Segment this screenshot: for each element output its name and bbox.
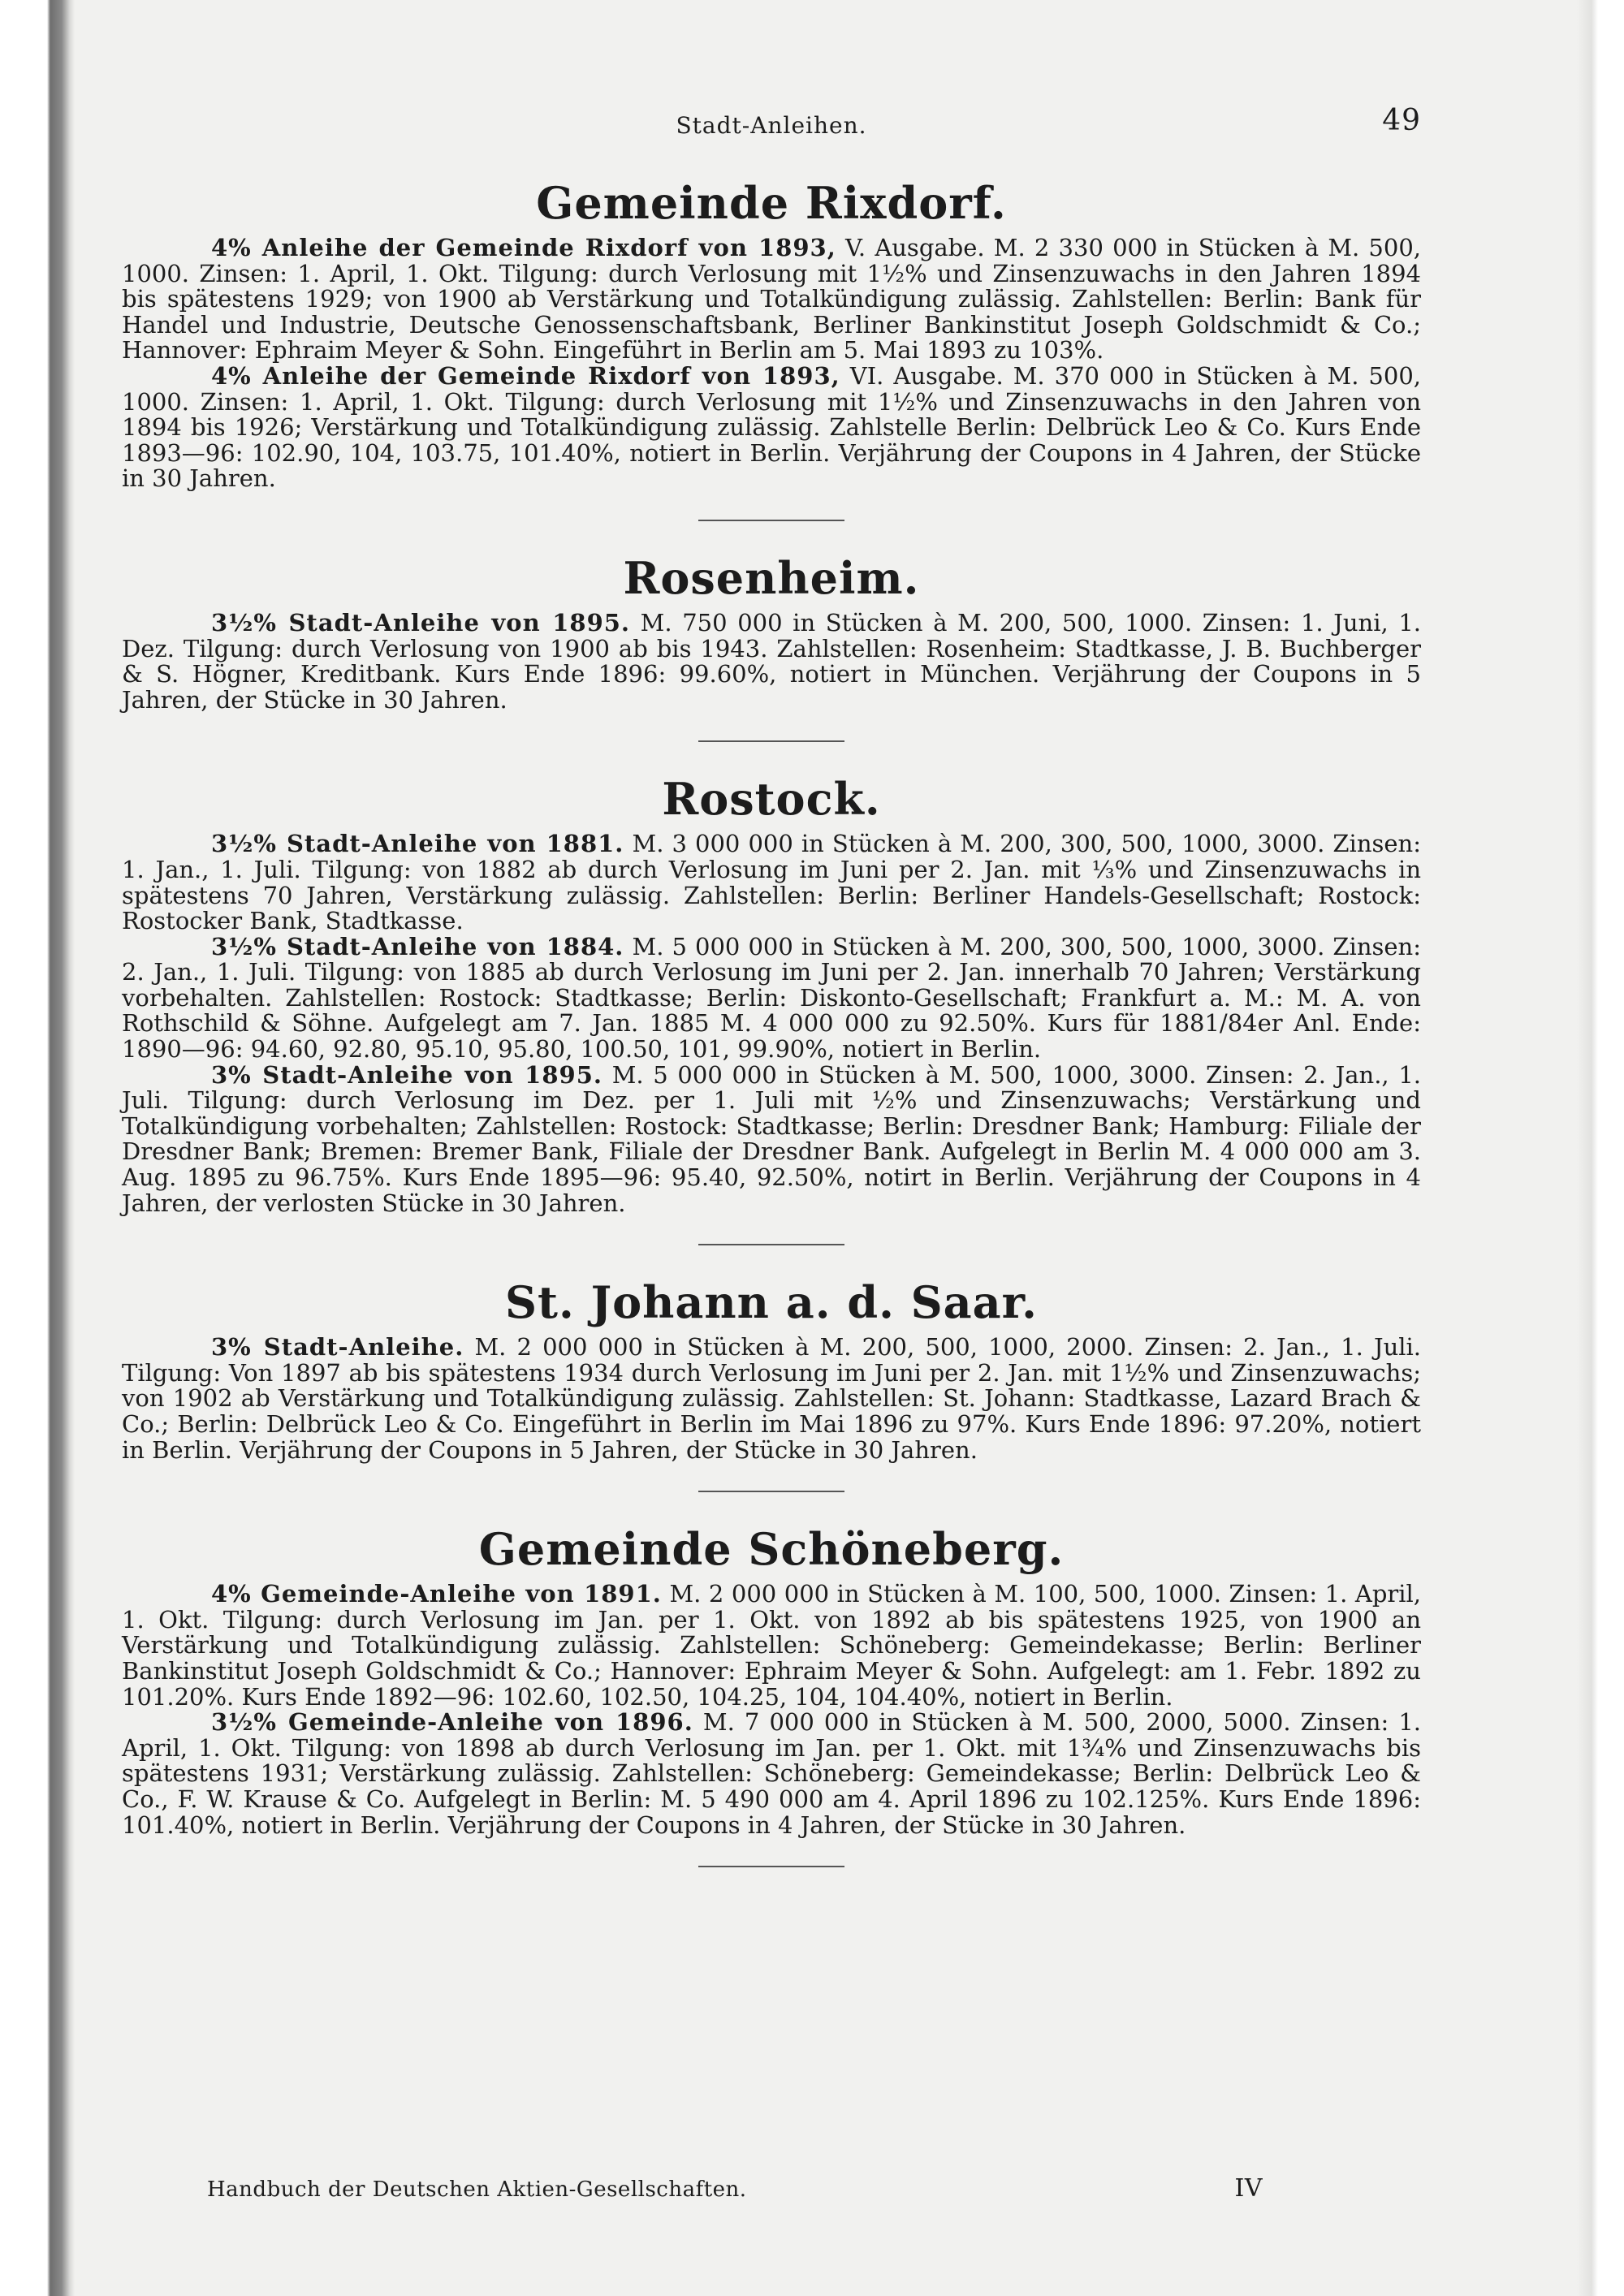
bond-entry [122, 1335, 1421, 1463]
section-divider [698, 1491, 844, 1492]
bond-entry [122, 1060, 1422, 1217]
bond-entry [122, 831, 1421, 934]
bond-title: 4% Anleihe der Gemeinde Rixdorf von 1893, [211, 361, 840, 390]
bond-title: 3½% Stadt-Anleihe von 1895. [211, 608, 631, 637]
bond-text: M. 3 000 000 in Stücken à M. 200, 300, 500, 1000, 3000. Zinsen: 1. Jan., 1. Juli. Tilgung: von 1882 ab durch Verlosung im Juni per 2. Jan. mit ⅓% und Zinsenzuwachs in spätestens 70 Jahren, Verstärkung zulässig. Zahlstellen: Berlin: Berliner Handels-Gesellschaft; Rostock: Rostocker Bank, Stadtkasse. [122, 830, 1422, 935]
bond-text: V. Ausgabe. M. 2 330 000 in Stücken à M. 500, 1000. Zinsen: 1. April, 1. Okt. Tilgung: durch Verlosung mit 1½% und Zinsenzuwachs in den Jahren 1894 bis spätestens 1929; von 1900 ab Verstärkung und Totalkündigung zulässig. Zahlstellen: Berlin: Bank für Handel und Industrie, Deutsche Genossenschaftsbank, Berliner Bankinstitut Joseph Goldschmidt & Co.; Hannover: Ephraim Meyer & Sohn. Eingeführt in Berlin am 5. Mai 1893 zu 103%. [122, 234, 1422, 365]
bond-title: 4% Anleihe der Gemeinde Rixdorf von 1893, [211, 234, 836, 261]
bond-entry [122, 1582, 1421, 1710]
section-heading: Rosenheim. [623, 551, 920, 604]
bond-text: M. 7 000 000 in Stücken à M. 500, 2000, 5000. Zinsen: 1. April, 1. Okt. Tilgung: von 1898 ab durch Verlosung im Jan. per 1. Okt. mit 1¾% und Zinsenzuwachs bis spätestens 1931; Verstärkung zulässig. Zahlstellen: Schöneberg: Gemeindekasse; Berlin: Delbrück Leo & Co., F. W. Krause & Co. Aufgelegt in Berlin: M. 5 490 000 am 4. April 1896 zu 102.125%. Kurs Ende 1896: 101.40%, notiert in Berlin. Verjährung der Coupons in 4 Jahren, der Stücke in 30 Jahren. [122, 1708, 1422, 1839]
bond-title: 3% Stadt-Anleihe von 1895. [211, 1060, 603, 1089]
section-schoeneberg [122, 1523, 1422, 1867]
bond-text: M. 750 000 in Stücken à M. 200, 500, 1000. Zinsen: 1. Juni, 1. Dez. Tilgung: durch Verlosung von 1900 ab bis 1943. Zahlstellen: Rosenheim: Stadtkasse, J. B. Buchberger & S. Högner, Kreditbank. Kurs Ende 1896: 99.60%, notiert in München. Verjährung der Coupons in 5 Jahren, der Stücke in 30 Jahren. [122, 608, 1422, 714]
bond-text: M. 2 000 000 in Stücken à M. 100, 500, 1000. Zinsen: 1. April, 1. Okt. Tilgung: durch Verlosung im Jan. per 1. Okt. von 1892 ab bis spätestens 1925, von 1900 an Verstärkung und Totalkündigung zulässig. Zahlstellen: Schöneberg: Gemeindekasse; Berlin: Berliner Bankinstitut Joseph Goldschmidt & Co.; Hannover: Ephraim Meyer & Sohn. Aufgelegt: am 1. Febr. 1892 zu 101.20%. Kurs Ende 1892—96: 102.60, 102.50, 104.25, 104, 104.40%, notiert in Berlin. [122, 1580, 1422, 1711]
section-heading: Gemeinde Rixdorf. [536, 177, 1007, 229]
section-divider [698, 740, 844, 742]
bond-title: 3½% Gemeinde-Anleihe von 1896. [211, 1708, 693, 1737]
page-body [122, 104, 1421, 1867]
bond-text: VI. Ausgabe. M. 370 000 in Stücken à M. 500, 1000. Zinsen: 1. April, 1. Okt. Tilgung: durch Verlosung mit 1½% und Zinsenzuwachs in den Jahren von 1894 bis 1926; Verstärkung und Totalkündigung zulässig. Zahlstelle Berlin: Delbrück Leo & Co. Kurs Ende 1893—96: 102.90, 104, 103.75, 101.40%, notiert in Berlin. Verjährung der Coupons in 4 Jahren, der Stücke in 30 Jahren. [122, 361, 1421, 493]
running-head [122, 104, 1421, 146]
bond-title: 3½% Stadt-Anleihe von 1884. [211, 932, 624, 960]
section-heading: Rostock. [662, 773, 881, 826]
bond-text: M. 5 000 000 in Stücken à M. 500, 1000, 3000. Zinsen: 2. Jan., 1. Juli. Tilgung: durch Verlosung im Dez. per 1. Juli mit ½% und Zinsenzuwachs; Verstärkung und Totalkündigung vorbehalten; Zahlstellen: Rostock: Stadtkasse; Berlin: Dresdner Bank; Hamburg: Filiale der Dresdner Bank; Bremen: Bremer Bank, Filiale der Dresdner Bank. Aufgelegt in Berlin M. 4 000 000 am 3. Aug. 1895 zu 96.75%. Kurs Ende 1895—96: 95.40, 92.50%, notirt in Berlin. Verjährung der Coupons in 4 Jahren, der verlosten Stücke in 30 Jahren. [122, 1060, 1422, 1217]
bond-title: 3% Stadt-Anleihe. [211, 1333, 464, 1362]
bond-title: 3½% Stadt-Anleihe von 1881. [211, 830, 624, 858]
section-rixdorf [122, 177, 1422, 521]
binding-edge-left [0, 0, 75, 2296]
bond-title: 4% Gemeinde-Anleihe von 1891. [211, 1580, 662, 1608]
footer-text: Handbuch der Deutschen Aktien-Gesellschaften. [207, 2177, 747, 2202]
bond-text: M. 5 000 000 in Stücken à M. 200, 300, 500, 1000, 3000. Zinsen: 2. Jan., 1. Juli. Tilgung: von 1885 ab durch Verlosung im Juni per 2. Jan. innerhalb 70 Jahren; Verstärkung vorbehalten. Zahlstellen: Rostock: Stadtkasse; Berlin: Diskonto-Gesellschaft; Frankfurt a. M.: M. A. von Rothschild & Söhne. Aufgelegt am 7. Jan. 1885 M. 4 000 000 zu 92.50%. Kurs für 1881/84er Anl. Ende: 1890—96: 94.60, 92.80, 95.10, 95.80, 100.50, 101, 99.90%, notiert in Berlin. [122, 932, 1422, 1064]
section-divider [698, 1866, 844, 1867]
section-st-johann [122, 1276, 1422, 1492]
bond-entry [122, 934, 1421, 1063]
running-head-title: Stadt-Anleihen. [676, 112, 867, 139]
bond-text: M. 2 000 000 in Stücken à M. 200, 500, 1000, 2000. Zinsen: 2. Jan., 1. Juli. Tilgung: Von 1897 ab bis spätestens 1934 durch Verlosung im Juni per 2. Jan. mit 1½% und Zinsenzuwachs; von 1902 ab Verstärkung und Totalkündigung zulässig. Zahlstellen: St. Johann: Stadtkasse, Lazard Brach & Co.; Berlin: Delbrück Leo & Co. Eingeführt in Berlin im Mai 1896 zu 97%. Kurs Ende 1896: 97.20%, notiert in Berlin. Verjährung der Coupons in 5 Jahren, der Stücke in 30 Jahren. [122, 1333, 1422, 1464]
section-rosenheim [122, 551, 1422, 742]
page-number: 49 [1382, 104, 1421, 137]
bond-entry [122, 1710, 1421, 1838]
bond-entry [122, 361, 1421, 493]
section-divider [698, 520, 844, 521]
page-edge-right [1577, 0, 1624, 2296]
section-heading: St. Johann a. d. Saar. [505, 1276, 1038, 1329]
section-divider [698, 1244, 844, 1245]
page-footer [207, 2174, 1263, 2203]
section-heading: Gemeinde Schöneberg. [478, 1523, 1065, 1576]
signature-mark: IV [1234, 2174, 1263, 2203]
section-rostock [122, 773, 1422, 1245]
bond-entry [122, 235, 1421, 364]
bond-entry [122, 608, 1422, 714]
